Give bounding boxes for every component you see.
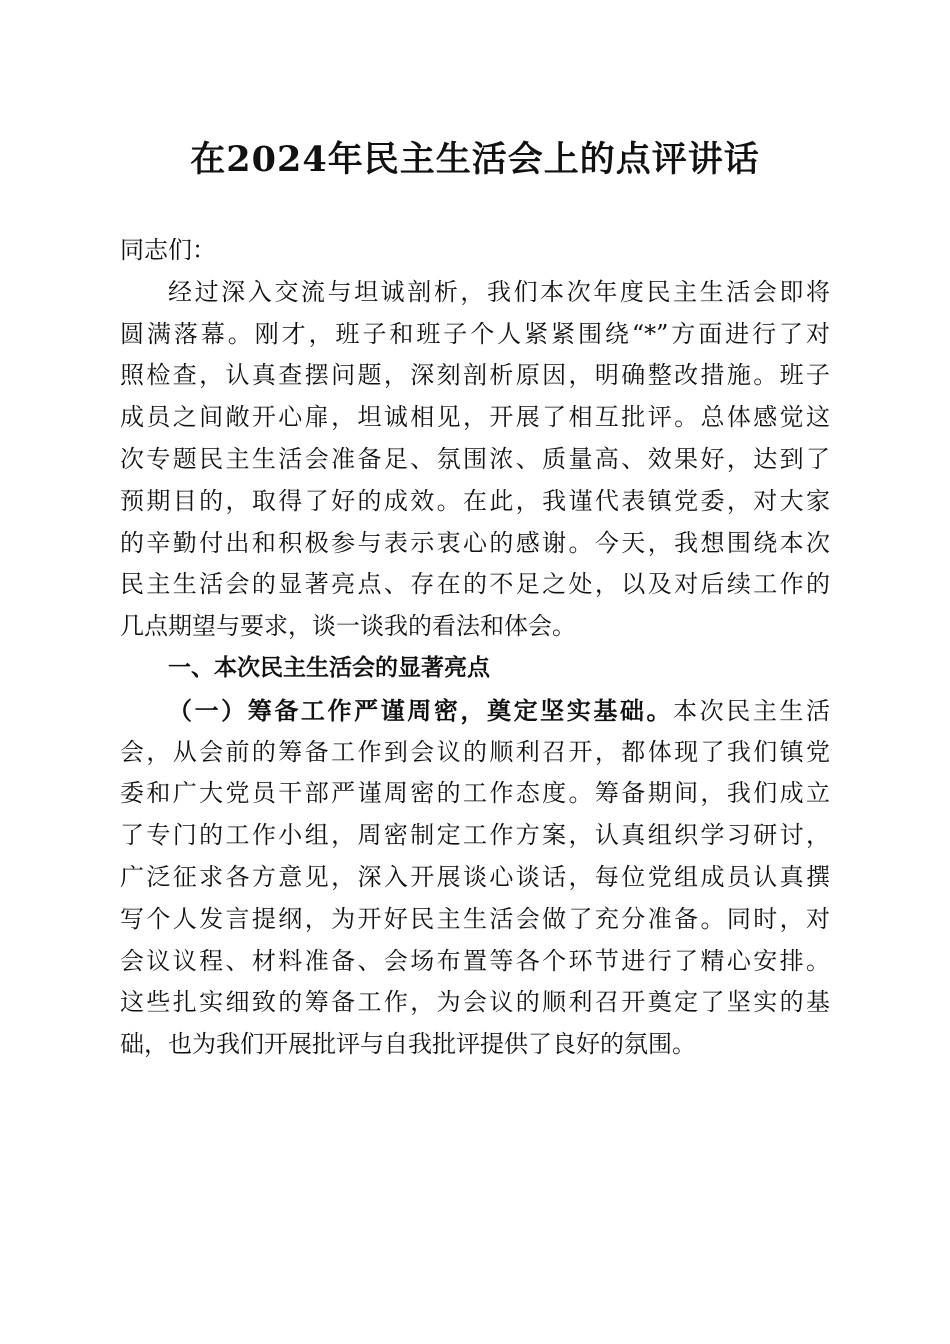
subsection-first-line [120,690,830,732]
subsection-heading: （一）筹备工作严谨周密，奠定坚实基础。 [168,695,674,725]
intro-line: 次专题民主生活会准备足、氛围浓、质量高、效果好，达到了 [120,444,830,473]
intro-line: 预期目的，取得了好的成效。在此，我谨代表镇党委，对大家 [120,486,830,515]
subsection-line: 会，从会前的筹备工作到会议的顺利召开，都体现了我们镇党 [120,737,830,766]
subsection-line: 会议议程、材料准备、会场布置等各个环节进行了精心安排。 [120,946,830,975]
intro-line: 的辛勤付出和积极参与表示衷心的感谢。今天，我想围绕本次 [120,528,830,557]
section-heading: 一、本次民主生活会的显著亮点 [168,654,490,681]
intro-line: 经过深入交流与坦诚剖析，我们本次年度民主生活会即将 [168,277,830,306]
subsection-line: 了专门的工作小组，周密制定工作方案，认真组织学习研讨， [120,821,830,850]
document-title: 在2024年民主生活会上的点评讲话 [190,139,760,180]
subsection-line-rest: 本次民主生活 [673,696,831,725]
subsection-line: 这些扎实细致的筹备工作，为会议的顺利召开奠定了坚实的基 [120,988,830,1017]
intro-line: 圆满落幕。刚才，班子和班子个人紧紧围绕“*”方面进行了对 [120,319,830,348]
subsection-line: 委和广大党员干部严谨周密的工作态度。筹备期间，我们成立 [120,779,830,808]
intro-line: 照检查，认真查摆问题，深刻剖析原因，明确整改措施。班子 [120,361,830,390]
subsection-line: 广泛征求各方意见，深入开展谈心谈话，每位党组成员认真撰 [120,862,830,891]
document-body [120,230,830,1066]
intro-line: 成员之间敞开心扉，坦诚相见，开展了相互批评。总体感觉这 [120,403,830,432]
salutation: 同志们： [120,236,216,264]
intro-line: 民主生活会的显著亮点、存在的不足之处，以及对后续工作的 [120,570,830,599]
intro-line: 几点期望与要求，谈一谈我的看法和体会。 [120,612,576,641]
subsection-line: 础，也为我们开展批评与自我批评提供了良好的氛围。 [120,1030,696,1059]
subsection-line: 写个人发言提纲，为开好民主生活会做了充分准备。同时，对 [120,904,830,933]
